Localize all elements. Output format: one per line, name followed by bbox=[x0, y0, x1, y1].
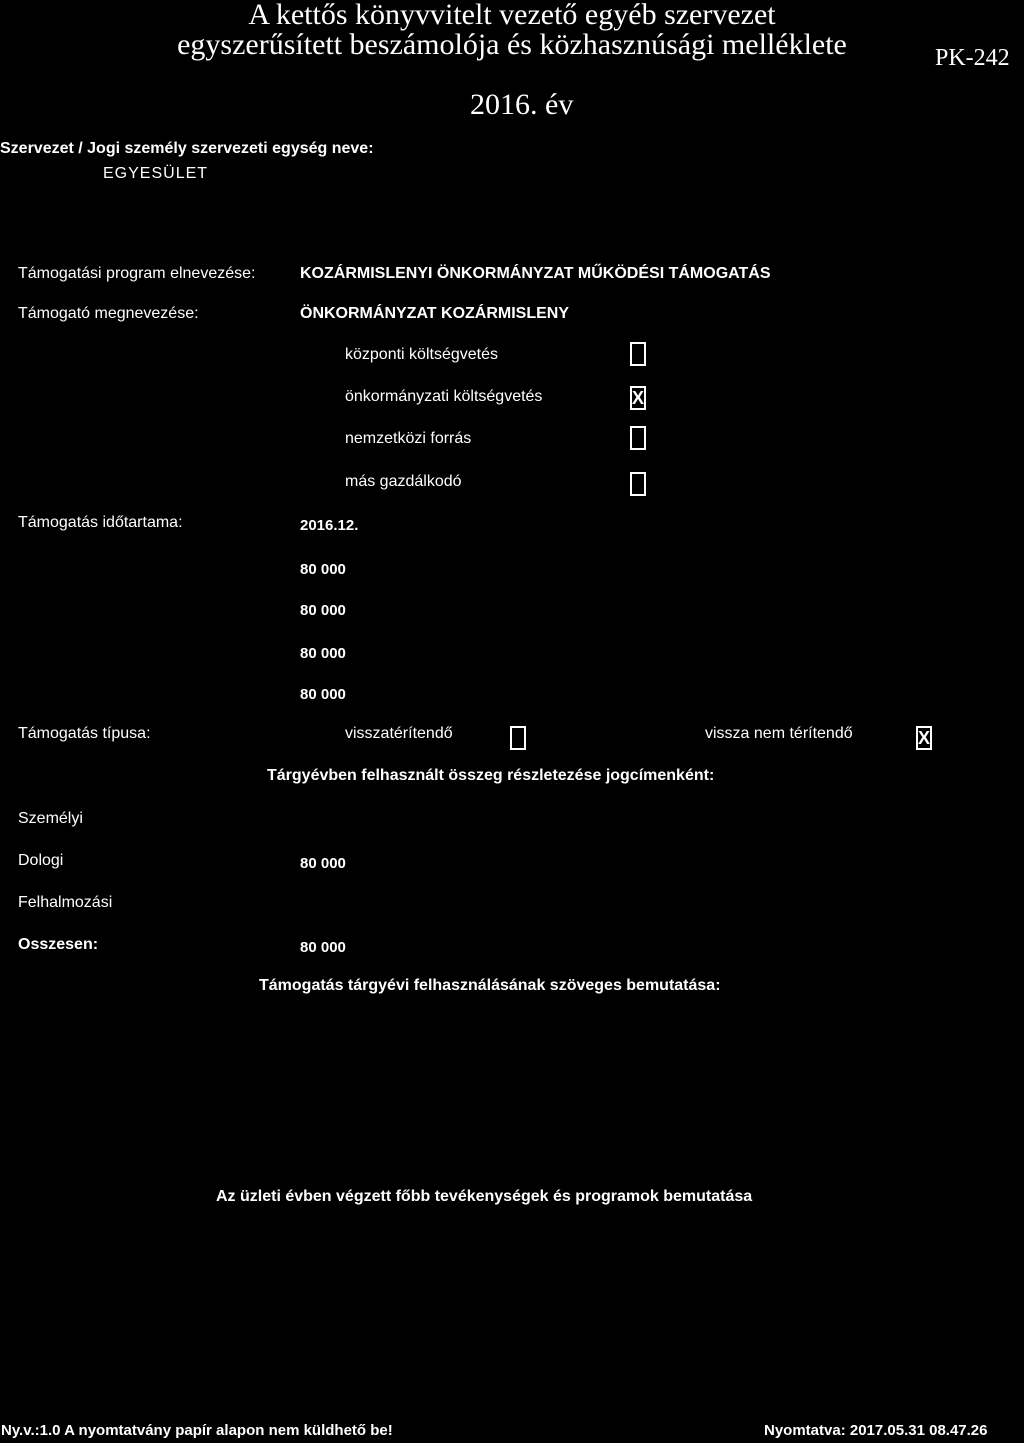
source-label-central: központi költségvetés bbox=[345, 346, 498, 363]
total-value: 80 000 bbox=[300, 939, 346, 956]
source-checkbox-central[interactable] bbox=[630, 342, 646, 366]
source-checkbox-international[interactable] bbox=[630, 426, 646, 450]
footer-print-timestamp: Nyomtatva: 2017.05.31 08.47.26 bbox=[764, 1422, 988, 1439]
duration-value: 2016.12. bbox=[300, 517, 359, 534]
source-label-international: nemzetközi forrás bbox=[345, 430, 472, 447]
org-name-label: Szervezet / Jogi személy szervezeti egység neve: bbox=[0, 140, 374, 157]
source-label-other: más gazdálkodó bbox=[345, 473, 462, 490]
breakdown-row-label: Felhalmozási bbox=[18, 894, 113, 911]
source-checkbox-other[interactable] bbox=[630, 472, 646, 496]
breakdown-heading: Tárgyévben felhasznált összeg részletezése jogcímenként: bbox=[267, 767, 715, 784]
nonrefundable-label: vissza nem térítendő bbox=[705, 725, 853, 742]
support-type-label: Támogatás típusa: bbox=[18, 725, 151, 742]
amount-value: 80 000 bbox=[300, 686, 346, 703]
activities-description-heading: Az üzleti évben végzett főbb tevékenységek és programok bemutatása bbox=[216, 1188, 753, 1205]
refundable-label: visszatérítendő bbox=[345, 725, 453, 742]
total-label: Osszesen: bbox=[18, 936, 99, 953]
breakdown-row-label: Személyi bbox=[18, 810, 83, 827]
org-name-value: EGYESÜLET bbox=[103, 165, 209, 182]
source-label-municipal: önkormányzati költségvetés bbox=[345, 388, 543, 405]
form-title-line1: A kettős könyvvitelt vezető egyéb szervezet bbox=[248, 0, 776, 31]
amount-value: 80 000 bbox=[300, 602, 346, 619]
program-name-label: Támogatási program elnevezése: bbox=[18, 265, 256, 282]
footer-notice: Ny.v.:1.0 A nyomtatvány papír alapon nem küldhető be! bbox=[1, 1422, 393, 1439]
breakdown-row-label: Dologi bbox=[18, 852, 64, 869]
program-name-value: KOZÁRMISLENYI ÖNKORMÁNYZAT MŰKÖDÉSI TÁMOGATÁS bbox=[300, 265, 771, 282]
refundable-checkbox[interactable] bbox=[510, 726, 526, 750]
form-title-line2: egyszerűsített beszámolója és közhasznúsági melléklete bbox=[177, 28, 847, 61]
source-checkbox-municipal[interactable]: X bbox=[632, 388, 645, 408]
report-year: 2016. év bbox=[470, 88, 574, 121]
form-code: PK-242 bbox=[935, 45, 1010, 71]
duration-label: Támogatás időtartama: bbox=[18, 514, 183, 531]
nonrefundable-checkbox[interactable]: X bbox=[918, 728, 931, 748]
amount-value: 80 000 bbox=[300, 561, 346, 578]
amount-value: 80 000 bbox=[300, 645, 346, 662]
supporter-name-label: Támogató megnevezése: bbox=[18, 305, 199, 322]
usage-description-heading: Támogatás tárgyévi felhasználásának szöveges bemutatása: bbox=[259, 977, 721, 994]
supporter-name-value: ÖNKORMÁNYZAT KOZÁRMISLENY bbox=[300, 305, 570, 322]
breakdown-row-value: 80 000 bbox=[300, 855, 346, 872]
